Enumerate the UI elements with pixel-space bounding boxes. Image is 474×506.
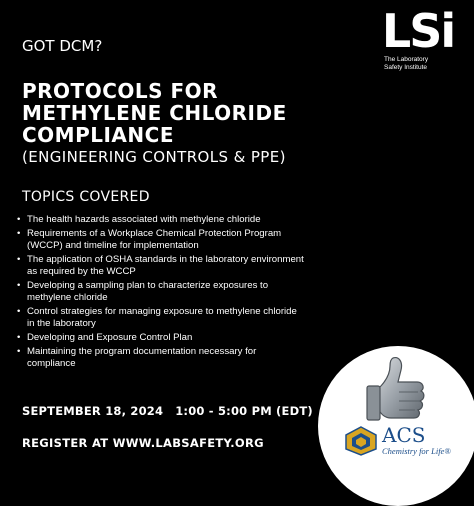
lsi-logo-mark: LSi [381, 4, 455, 58]
topic-item: • Maintaining the program documentation necessary for compliance [15, 346, 305, 370]
topic-item: • The health hazards associated with methylene chloride [15, 214, 305, 226]
topics-heading: TOPICS COVERED [22, 189, 150, 205]
topic-item: • Developing a sampling plan to characterize exposures to methylene chloride [15, 280, 305, 304]
topic-item: • Requirements of a Workplace Chemical Protection Program (WCCP) and timeline for implementation [15, 228, 305, 252]
lsi-logo-subtitle [384, 56, 458, 71]
lsi-logo-subtitle-line2: Safety Institute [384, 63, 427, 71]
page-subtitle: (ENGINEERING CONTROLS & PPE) [22, 148, 286, 166]
page-title: PROTOCOLS FOR METHYLENE CHLORIDE COMPLIANCE [22, 79, 287, 147]
acs-logo [342, 424, 472, 464]
tagline: GOT DCM? [22, 37, 103, 55]
acs-hexagon-icon [344, 426, 378, 456]
topic-item: • The application of OSHA standards in the laboratory environment as required by the WCCP [15, 254, 305, 278]
topic-item: • Developing and Exposure Control Plan [15, 332, 305, 344]
topics-list [15, 214, 305, 372]
event-datetime [22, 404, 313, 418]
event-date: SEPTEMBER 18, 2024 [22, 404, 164, 418]
thumbs-up-glove-icon [363, 354, 433, 426]
acs-badge [318, 346, 474, 506]
register-link[interactable]: REGISTER AT WWW.LABSAFETY.ORG [22, 436, 264, 450]
topic-item: • Control strategies for managing exposure to methylene chloride in the laboratory [15, 306, 305, 330]
acs-tagline: Chemistry for Life® [382, 446, 451, 456]
acs-name: ACS [382, 423, 426, 447]
event-time: 1:00 - 5:00 PM (EDT) [175, 404, 313, 418]
lsi-logo [378, 4, 458, 78]
lsi-logo-subtitle-line1: The Laboratory [384, 56, 429, 63]
